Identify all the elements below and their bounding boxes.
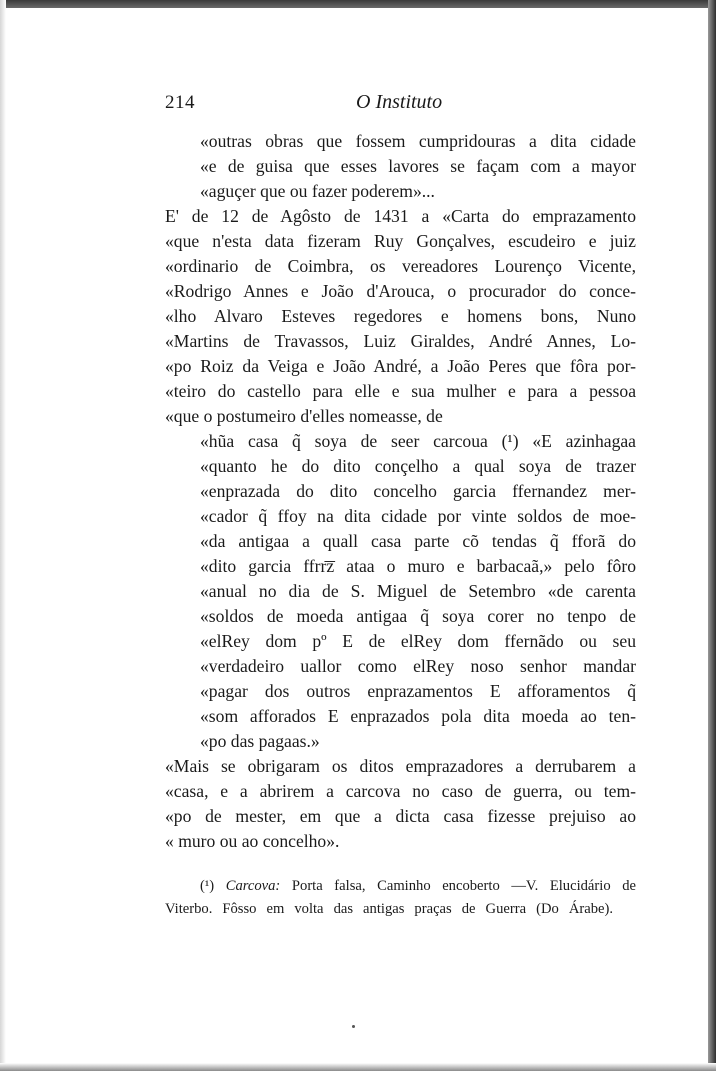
- text-line: «quanto he do dito conçelho a qual soya de trazer: [200, 456, 636, 476]
- text-line: «cador q̃ ffoy na dita cidade por vinte soldos de moe-: [200, 506, 636, 526]
- text-line: «Mais se obrigaram os ditos emprazadores a derrubarem a: [165, 756, 636, 776]
- text-line: «teiro do castello para elle e sua mulher e para a pessoa: [165, 381, 636, 401]
- text-line: «anual no dia de S. Miguel de Setembro «de carenta: [200, 581, 636, 601]
- text-line: «elRey dom pº E de elRey dom ffernãdo ou seu: [200, 631, 636, 651]
- text-line: «som afforados E enprazados pola dita moeda ao ten-: [200, 706, 636, 726]
- text-line: «Martins de Travassos, Luiz Giraldes, André Annes, Lo-: [165, 331, 636, 351]
- footnote-text: Porta falsa, Caminho encoberto —V. Elucidário de: [291, 878, 636, 894]
- text-line: «e de guisa que esses lavores se façam com a mayor: [200, 156, 636, 176]
- text-line: «dito garcia ffrr͞z ataa o muro e barbacaã,» pelo fôro: [200, 556, 636, 576]
- text-line: «verdadeiro uallor como elRey noso senhor mandar: [200, 656, 636, 676]
- footnote-marker: (¹): [200, 878, 215, 894]
- page-speck: [352, 1025, 355, 1028]
- text-line: «po de mester, em que a dicta casa fizesse prejuiso ao: [165, 806, 636, 826]
- page-number: 214: [165, 92, 195, 113]
- text-line: E' de 12 de Agôsto de 1431 a «Carta do emprazamento: [165, 206, 636, 226]
- text-line: «que o postumeiro d'elles nomeasse, de: [165, 406, 443, 426]
- running-title: O Instituto: [356, 91, 443, 113]
- text-line: «enprazada do dito concelho garcia ffernandez mer-: [200, 481, 636, 501]
- footnote-term: Carcova:: [225, 878, 281, 894]
- text-line: «que n'esta data fizeram Ruy Gonçalves, escudeiro e juiz: [165, 231, 636, 251]
- scan-edge-top: [0, 0, 716, 8]
- scan-edge-right: [708, 0, 716, 1071]
- text-line: «po das pagaas.»: [200, 731, 320, 751]
- footnote-line-1: [200, 875, 636, 897]
- scan-edge-left: [0, 0, 6, 1071]
- text-line: «Rodrigo Annes e João d'Arouca, o procurador do conce-: [165, 281, 636, 301]
- text-line: « muro ou ao concelho».: [165, 831, 340, 851]
- text-line: «lho Alvaro Esteves regedores e homens bons, Nuno: [165, 306, 636, 326]
- text-line: «outras obras que fossem cumpridouras a dita cidade: [200, 131, 636, 151]
- footnote-line-2: Viterbo. Fôsso em volta das antigas praças de Guerra (Do Árabe).: [165, 901, 613, 917]
- text-line: «da antigaa a quall casa parte cõ tendas q̃ fforã do: [200, 531, 636, 551]
- text-line: «pagar dos outros enprazamentos E afforamentos q̃: [200, 681, 636, 701]
- text-line: «po Roiz da Veiga e João André, a João Peres que fôra por-: [165, 356, 636, 376]
- text-line: «soldos de moeda antigaa q̃ soya corer no tenpo de: [200, 606, 636, 626]
- scan-edge-bottom: [0, 1063, 716, 1071]
- text-line: «aguçer que ou fazer poderem»...: [200, 181, 435, 201]
- text-line: «casa, e a abrirem a carcova no caso de guerra, ou tem-: [165, 781, 636, 801]
- text-line: «hũa casa q̃ soya de seer carcoua (¹) «E azinhagaa: [200, 431, 636, 451]
- text-line: «ordinario de Coimbra, os vereadores Lourenço Vicente,: [165, 256, 636, 276]
